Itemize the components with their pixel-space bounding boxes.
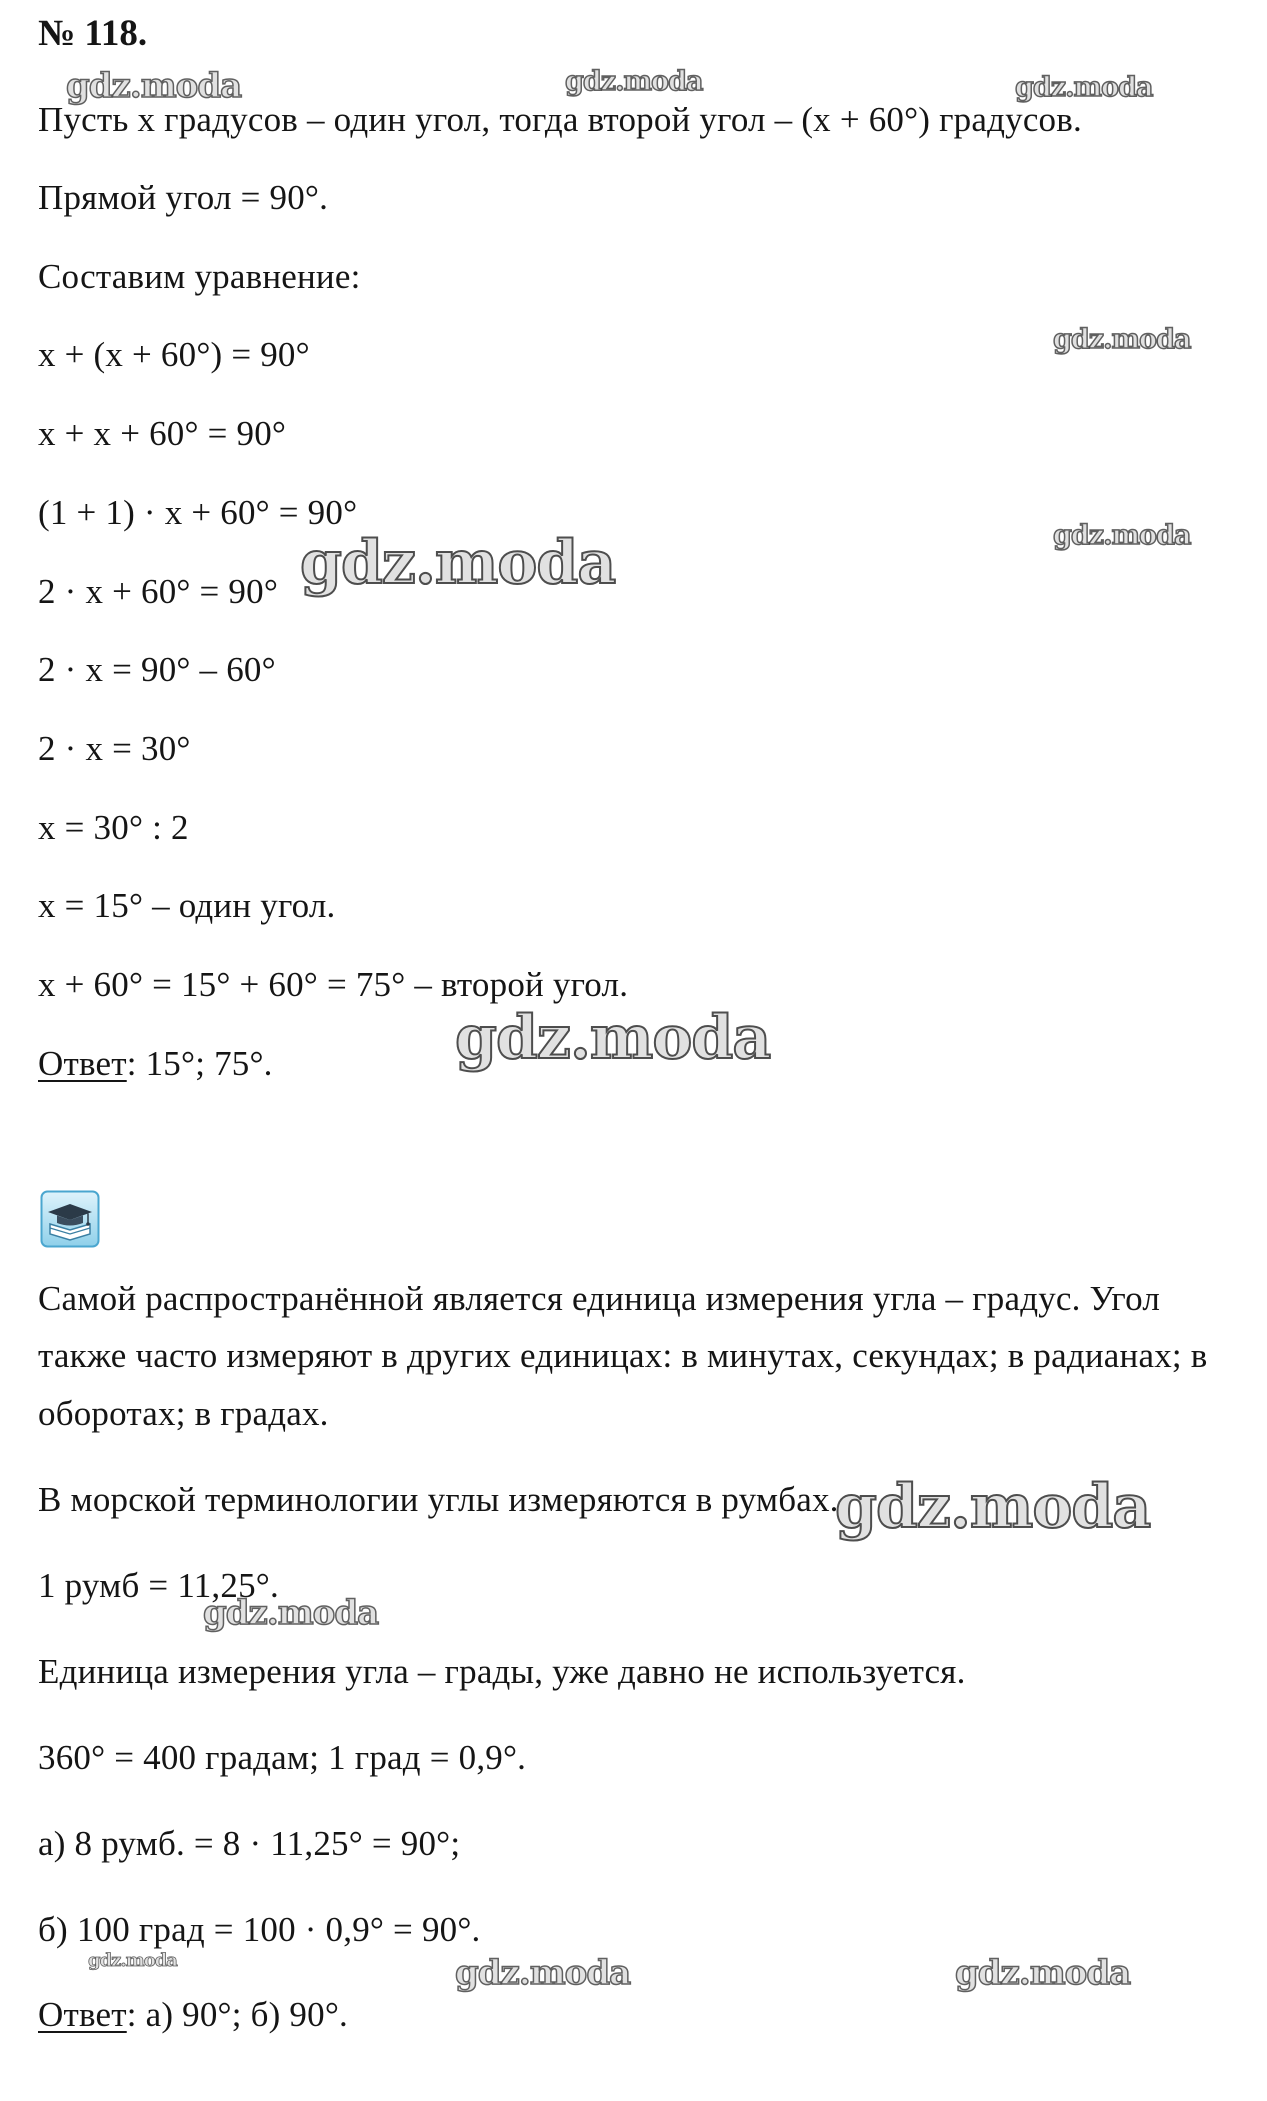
answer-label: Ответ	[38, 1044, 127, 1083]
problem-number: № 118.	[38, 13, 148, 54]
text-line: Составим уравнение:	[38, 257, 361, 296]
watermark: gdz.moda	[835, 1472, 1151, 1542]
theory-line: Единица измерения угла – грады, уже давно не используется.	[38, 1652, 966, 1691]
watermark: gdz.moda	[1053, 324, 1191, 355]
theory-line: 1 румб = 11,25°.	[38, 1566, 279, 1605]
equation-line: 2 · x = 90° – 60°	[38, 650, 276, 689]
text-line: Прямой угол = 90°.	[38, 178, 329, 217]
answer-value: : 15°; 75°.	[126, 1044, 273, 1083]
watermark: gdz.moda	[66, 66, 242, 106]
watermark: gdz.moda	[300, 528, 616, 598]
watermark: gdz.moda	[565, 66, 703, 97]
answer-line	[38, 1995, 348, 2035]
equation-line: x = 15° – один угол.	[38, 886, 336, 925]
equation-line: x + (x + 60°) = 90°	[38, 335, 310, 374]
answer-value: : а) 90°; б) 90°.	[126, 1995, 348, 2034]
theory-line: б) 100 град = 100 · 0,9° = 90°.	[38, 1910, 481, 1949]
equation-line: x + x + 60° = 90°	[38, 414, 287, 453]
text-line: Пусть x градусов – один угол, тогда второй угол – (x + 60°) градусов.	[38, 100, 1082, 139]
equation-line: x + 60° = 15° + 60° = 75° – второй угол.	[38, 965, 629, 1004]
watermark: gdz.moda	[955, 1953, 1131, 1993]
theory-line: также часто измеряют в других единицах: в минутах, секундах; в радианах; в	[38, 1336, 1208, 1375]
theory-line: Самой распространённой является единица измерения угла – градус. Угол	[38, 1279, 1161, 1318]
equation-line: (1 + 1) · x + 60° = 90°	[38, 493, 358, 532]
answer-line	[38, 1044, 273, 1084]
equation-line: x = 30° : 2	[38, 808, 189, 847]
watermark: gdz.moda	[203, 1593, 379, 1633]
watermark: gdz.moda	[1015, 72, 1153, 103]
watermark: gdz.moda	[455, 1953, 631, 1993]
graduation-cap-book-icon	[40, 1190, 100, 1248]
watermark: gdz.moda	[1053, 520, 1191, 551]
equation-line: 2 · x = 30°	[38, 729, 191, 768]
watermark: gdz.moda	[88, 1950, 177, 1971]
watermark: gdz.moda	[455, 1003, 771, 1073]
answer-label: Ответ	[38, 1995, 127, 2034]
theory-line: В морской терминологии углы измеряются в румбах.	[38, 1480, 839, 1519]
theory-line: оборотах; в градах.	[38, 1394, 329, 1433]
theory-line: а) 8 румб. = 8 · 11,25° = 90°;	[38, 1824, 461, 1863]
equation-line: 2 · x + 60° = 90°	[38, 572, 279, 611]
theory-line: 360° = 400 градам; 1 град = 0,9°.	[38, 1738, 527, 1777]
